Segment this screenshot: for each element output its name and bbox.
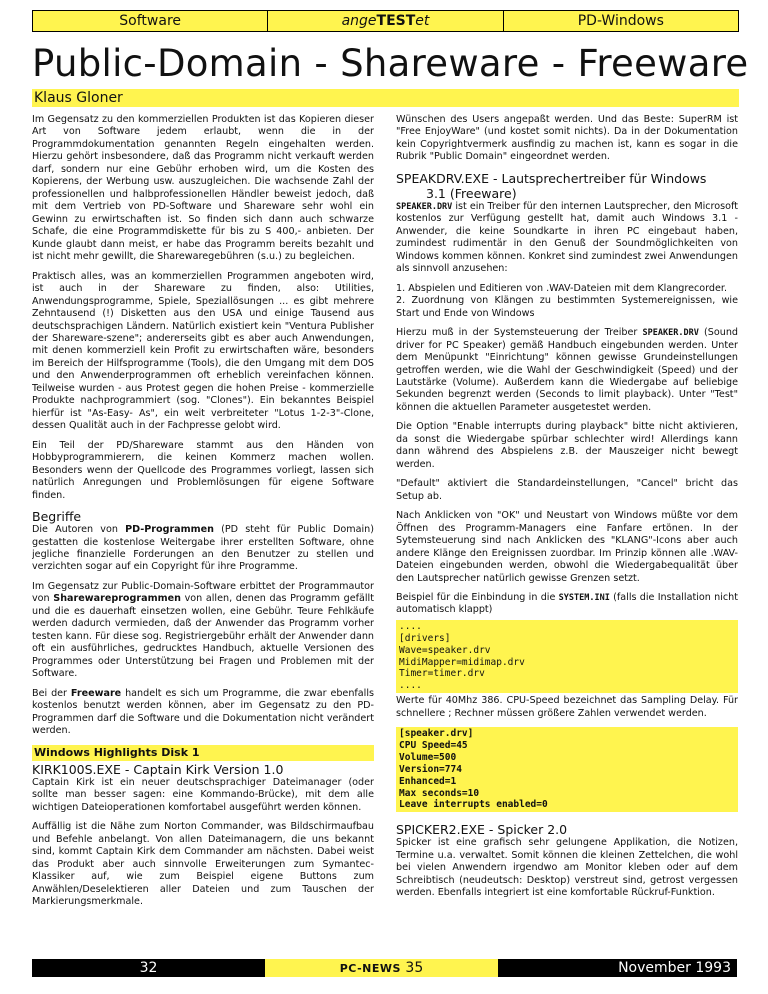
- heading-line: 3.1 (Freeware): [426, 185, 517, 201]
- author-bar: Klaus Gloner: [32, 89, 739, 107]
- code-line: ....: [399, 680, 422, 692]
- paragraph: [396, 201, 738, 276]
- paragraph: [32, 524, 374, 574]
- text: handelt es sich um Programme, die zwar ebenfalls kostenlos benutzt werden können, aber im Gegensatz zu den PD-Programmen darf die Software und die Dokumentation nicht verändert werden.: [32, 687, 374, 737]
- text: Beispiel für die Einbindung in die: [396, 592, 559, 603]
- header-column-part-b: TEST: [376, 13, 416, 29]
- code-line: MidiMapper=midimap.drv: [399, 656, 525, 668]
- paragraph: Die Option "Enable interrupts during playback" bitte nicht aktivieren, da sonst die Wiedergabe spürbar schlechter wird! Allerdings kann dann während des Abspielens z.B. der Mauszeiger nicht bewegt werden.: [396, 421, 738, 470]
- page-footer: [32, 959, 737, 977]
- paragraph: Spicker ist eine grafisch sehr gelungene Applikation, die Notizen, Termine u.a. verwaltet. Somit können die kleinen Zettelchen, die wohl bei vielen Anwendern irgendwo am Monitor kleben oder auf dem Schreibtisch (neudeutsch: Desktop) verstreut sind, getrost vergessen werden. Ebenfalls integriert ist eine komfortable Rückruf-Funktion.: [396, 837, 738, 899]
- code-line: Enhanced=1: [399, 775, 457, 787]
- header-column-part-a: ange: [341, 13, 377, 29]
- page-number: 32: [32, 959, 265, 977]
- code-line: Wave=speaker.drv: [399, 644, 491, 656]
- text: ist ein Treiber für den internen Lautsprecher, den Microsoft kostenlos zur Verfügung gestellt hat, damit auch Windows 3.1 - Anwender, die keine Soundkarte in ihren PC eingebaut haben, zumindest rudimentär in den Genuß der Soundmöglichkeiten von Windows kommen können. Konkret sind zumindest zwei Anwendungen als sinnvoll anzusehen:: [396, 200, 738, 275]
- code-line: Max seconds=10: [399, 787, 480, 799]
- list-item: 1. Abspielen und Editieren von .WAV-Dateien mit dem Klangrecorder.: [396, 282, 728, 294]
- code-block-speaker: [396, 727, 738, 812]
- text: Im Gegensatz zur Public-Domain-Software erbittet der Programmautor von: [32, 580, 374, 605]
- article-title: Public-Domain - Shareware - Freeware: [32, 42, 749, 85]
- issue-number: 35: [405, 960, 424, 976]
- magazine-issue: [265, 959, 498, 977]
- text: von allen, denen das Programm gefällt und die es dauerhaft einsetzen wollen, eine Gebühr. Teure Fehlkäufe werden dadurch vermieden, daß der Anwender das Programm vorher testen kann. Für diese sog. Registriergebühr erhält der Anwender dann oft ein ausführliches, gedrucktes Handbuch, aktuelle Versionen des Programmes oder Unterstützung bei Fragen und Problemen mit der Software.: [32, 593, 374, 680]
- heading-line: SPEAKDRV.EXE - Lautsprechertreiber für Windows: [396, 170, 707, 186]
- magazine-logo: PC-NEWS: [339, 962, 401, 975]
- list-item: 2. Zuordnung von Klängen zu bestimmten Systemereignissen, wie Start und Ende von Windows: [396, 295, 738, 319]
- filename: SPEAKER.DRV: [396, 201, 453, 212]
- filename: SPEAKER.DRV: [642, 328, 699, 339]
- highlight-bar: Windows Highlights Disk 1: [32, 745, 374, 761]
- text: Hierzu muß in der Systemsteuerung der Treiber: [396, 327, 643, 339]
- paragraph: Wünschen des Users angepaßt werden. Und das Beste: SuperRM ist "Free EnjoyWare" (und kostet somit nichts). Da in der Dokumentation kein Copyrightvermerk ausfindig zu machen ist, kann es sogar in die Rubrik "Public Domain" eingeordnet werden.: [396, 114, 738, 163]
- code-line: ....: [399, 620, 422, 632]
- filename: SYSTEM.INI: [558, 593, 610, 603]
- text: Bei der: [32, 687, 71, 699]
- heading-begriffe: Begriffe: [32, 509, 82, 525]
- text: (falls die Installation nicht automatisch klappt): [396, 592, 738, 616]
- code-line: CPU Speed=45: [399, 740, 468, 751]
- code-line: Version=774: [399, 763, 462, 775]
- header-category: Software: [119, 13, 182, 29]
- header-topic: PD-Windows: [503, 11, 738, 31]
- code-line: Volume=500: [399, 751, 457, 763]
- text: (Sound driver for PC Speaker) gemäß Handbuch eingebunden werden. Unter dem Menüpunkt "Einrichtung" können gewisse Grundeinstellungen getroffen werden, wie die Wahl der Geschwindigkeit (Speed) und der Lautstärke (Volume). Außerdem kann die Wiedergabe auf beliebige Sekunden begrenzt werden (Seconds to limit playback). Unter "Test" können die aktuellen Parameter ausgetestet werden.: [396, 327, 738, 413]
- paragraph: Ein Teil der PD/Shareware stammt aus den Händen von Hobbyprogrammierern, die keinen Kommerz machen wollen. Besonders wenn der Quellcode des Programmes vorliegt, lassen sich natürlich Anregungen und Problemlösungen für eigene Software finden.: [32, 439, 374, 501]
- heading-kirk: KIRK100S.EXE - Captain Kirk Version 1.0: [32, 761, 284, 777]
- paragraph: [396, 327, 738, 414]
- term-pd: PD-Programmen: [125, 524, 214, 536]
- left-column: [32, 114, 374, 906]
- heading-speakdrv: [396, 171, 738, 201]
- paragraph: "Default" aktiviert die Standardeinstellungen, "Cancel" bricht das Setup ab.: [396, 478, 738, 502]
- paragraph: Praktisch alles, was an kommerziellen Programmen angeboten wird, ist auch in der Shareware zu finden, also: Utilities, Anwendungsprogramme, Spiele, Speziallösungen ... es gibt mehrere Zehntausend (!) Disketten aus den USA und einige Tausend aus deutschsprachigen Ländern. Natürlich existiert kein "Ventura Publisher der Shareware-szene"; andererseits gibt es aber auch Anwendungen, mit denen kommerziell kein Profit zu erwirtschaften wäre, besonders im Bereich der Hilfsprogramme (Tools), die den Umgang mit dem DOS und den Anwenderprogrammen oft erheblich vereinfachen können. Teilweise wurden - aus Protest gegen die hohen Preise - kommerzielle Produkte nachprogrammiert (sog. "Clones"). Ein bekanntes Beispiel hierfür ist "As-Easy- As", ein weit verbreiteter "Lotus 1-2-3"-Clone, dessen Qualität auch in der Fachpresse gelobt wird.: [32, 270, 374, 432]
- right-column: [396, 114, 738, 906]
- issue-date: November 1993: [498, 959, 737, 977]
- paragraph: [396, 592, 738, 617]
- code-line: [drivers]: [399, 632, 451, 644]
- section-header: [32, 10, 739, 32]
- code-line: Leave interrupts enabled=0: [399, 799, 548, 811]
- code-line: Timer=timer.drv: [399, 668, 485, 680]
- paragraph: [32, 581, 374, 681]
- paragraph: [32, 688, 374, 738]
- text: (PD steht für Public Domain) gestatten die kostenlose Weitergabe ihrer erstellten Software, ohne jegliche finanzielle Forderungen an den Benutzer zu stellen und verzichten sogar auf ein Copyright für ihre Programme.: [32, 524, 374, 573]
- code-line: [speaker.drv]: [399, 728, 474, 740]
- paragraph: Captain Kirk ist ein neuer deutschsprachiger Dateimanager (oder sollte man besser sagen: eine Kommando-Brücke), mit dem alle wichtigen Dateioperationen komfortabel ausgeführt werden können.: [32, 776, 374, 813]
- term-freeware: Freeware: [70, 687, 122, 699]
- paragraph: Nach Anklicken von "OK" und Neustart von Windows müßte vor dem Öffnen des Programm-Managers eine Fanfare ertönen. In der Sytemsteuerung sind nach Anklicken des "KLANG"-Icons aber auch andere Klänge den Ereignissen zuordbar. Im Prinzip können alle .WAV-Dateien eingebunden werden, obwohl die Wiedergabequalität über den Lautsprecher natürlich gewisse Grenzen setzt.: [396, 510, 738, 584]
- term-shareware: Sharewareprogrammen: [53, 593, 181, 605]
- code-block-drivers: [396, 620, 738, 693]
- paragraph: [396, 283, 738, 320]
- header-column-part-c: et: [415, 13, 430, 29]
- text: Die Autoren von: [32, 524, 126, 536]
- header-column-name: [267, 11, 502, 31]
- paragraph: Im Gegensatz zu den kommerziellen Produkten ist das Kopieren dieser Art von Software jedem erlaubt, wenn die in der Programmdokumentation genannten Regeln eingehalten werden. Hierzu gehört insbesondere, daß das Programm nicht verkauft werden darf, sondern nur eine Gebühr erhoben wird, um die Kosten des Kopierens, der Werbung usw. auszugleichen. Die wachsende Zahl der professionellen und halbprofessionellen Händler beweist jedoch, daß mit dem Vertrieb von PD-Software und Shareware sehr wohl ein Gewinn zu erwirtschaften ist. So finden sich dann auch schwarze Schafe, die eine Programmdiskette für bis zu S 400,- anbieten. Der Kunde glaubt dann meist, er habe das Programm bereits bezahlt und ist nicht mehr gewillt, die Sharewaregebühren (s.u.) zu begleichen.: [32, 114, 374, 263]
- paragraph: Auffällig ist die Nähe zum Norton Commander, was Bildschirmaufbau und Befehle anbelangt. Von allen Dateimanagern, die uns bekannt sind, kommt Captain Kirk dem Commander am nächsten. Dabei weist das Produkt aber auch sinnvolle Erweiterungen zum Symantec-Klassiker auf, wie zum Beispiel eigene Buttons zum Anwählen/Deselektieren aller Dateien und zum Tauschen der Markierungsmerkmale.: [32, 821, 374, 906]
- paragraph: Werte für 40Mhz 386. CPU-Speed bezeichnet das Sampling Delay. Für schnellere ; Rechner müssen größere Zahlen verwendet werden.: [396, 695, 738, 719]
- heading-spicker: SPICKER2.EXE - Spicker 2.0: [396, 822, 568, 838]
